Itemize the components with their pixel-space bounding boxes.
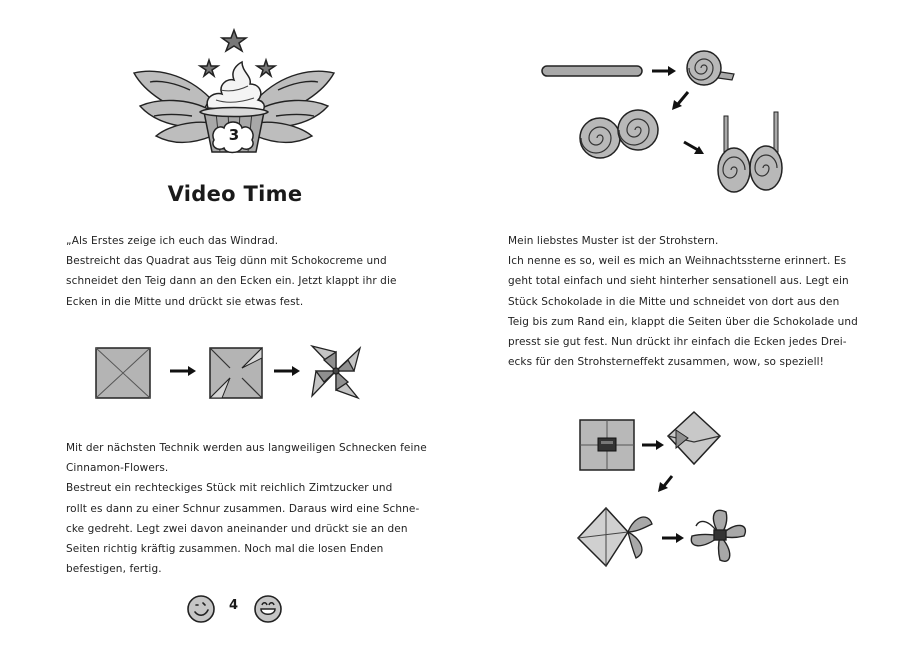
arrow-right-icon <box>684 142 704 154</box>
text-line: Bestreicht das Quadrat aus Teig dünn mit Schokocreme und <box>66 255 387 268</box>
paragraph-cinnamon-flowers <box>66 438 427 579</box>
text-line: Cinnamon-Flowers. <box>66 462 169 475</box>
paragraph-strohstern <box>508 231 858 372</box>
star-icon <box>257 60 275 76</box>
dough-square-icon <box>96 348 150 398</box>
right-page <box>456 0 912 648</box>
text-line: Mein liebstes Muster ist der Strohstern. <box>508 235 719 247</box>
page-number: 4 <box>229 598 239 613</box>
spiral-roll-icon <box>687 51 734 85</box>
arrow-down-left-icon <box>658 476 672 492</box>
cinnamon-flower-icon <box>718 112 782 192</box>
arrow-right-icon <box>662 533 684 543</box>
text-line: Teig bis zum Rand ein, klappt die Seiten über die Schokolade und <box>508 315 858 328</box>
text-line: rollt es dann zu einer Schnur zusammen. Daraus wird eine Schne- <box>66 502 420 515</box>
text-line: presst sie gut fest. Nun drückt ihr einfach die Ecken jedes Drei- <box>508 336 847 349</box>
dough-rope-icon <box>542 66 642 76</box>
text-line: Seiten richtig kräftig zusammen. Noch mal die losen Enden <box>66 543 384 556</box>
star-folding-icon <box>578 508 652 566</box>
star-icon <box>200 60 218 76</box>
paragraph-windrad <box>66 231 397 312</box>
folded-dough-icon <box>668 412 720 464</box>
cinnamon-roll-steps-illustration <box>538 50 788 200</box>
straw-star-icon <box>691 510 745 561</box>
grinning-face-icon <box>253 594 283 624</box>
badge-number: 3 <box>228 126 240 144</box>
pinwheel-steps-illustration <box>92 340 362 402</box>
left-page <box>0 0 456 648</box>
arrow-right-icon <box>652 66 676 76</box>
arrow-right-icon <box>642 440 664 450</box>
text-line: Ecken in die Mitte und drückt sie etwas fest. <box>66 295 304 308</box>
smiley-icon <box>186 594 216 624</box>
text-line: cke gedreht. Legt zwei davon aneinander und drückt sie an den <box>66 522 408 535</box>
text-line: schneidet den Teig dann an den Ecken ein. Jetzt klappt ihr die <box>66 275 397 288</box>
arrow-right-icon <box>274 366 300 376</box>
arrow-right-icon <box>170 366 196 376</box>
text-line: Bestreut ein rechteckiges Stück mit reichlich Zimtzucker und <box>66 482 393 495</box>
text-line: Stück Schokolade in die Mitte und schneidet von dort aus den <box>508 295 840 308</box>
pinwheel-icon <box>312 346 360 398</box>
double-spiral-icon <box>580 110 658 158</box>
page-title: Video Time <box>167 182 303 206</box>
straw-star-steps-illustration <box>576 408 756 583</box>
cut-square-icon <box>210 348 262 398</box>
text-line: ecks für den Strohsterneffekt zusammen, wow, so speziell! <box>508 356 824 369</box>
text-line: befestigen, fertig. <box>66 563 162 576</box>
dough-with-chocolate-icon <box>580 420 634 470</box>
text-line: Mit der nächsten Technik werden aus langweiligen Schnecken feine <box>66 442 427 454</box>
text-line: „Als Erstes zeige ich euch das Windrad. <box>66 235 279 247</box>
arrow-down-left-icon <box>672 92 688 110</box>
star-icon <box>222 30 246 51</box>
text-line: Ich nenne es so, weil es mich an Weihnachtssterne erinnert. Es <box>508 255 847 268</box>
text-line: geht total einfach und sieht hinterher sensationell aus. Legt ein <box>508 275 849 288</box>
